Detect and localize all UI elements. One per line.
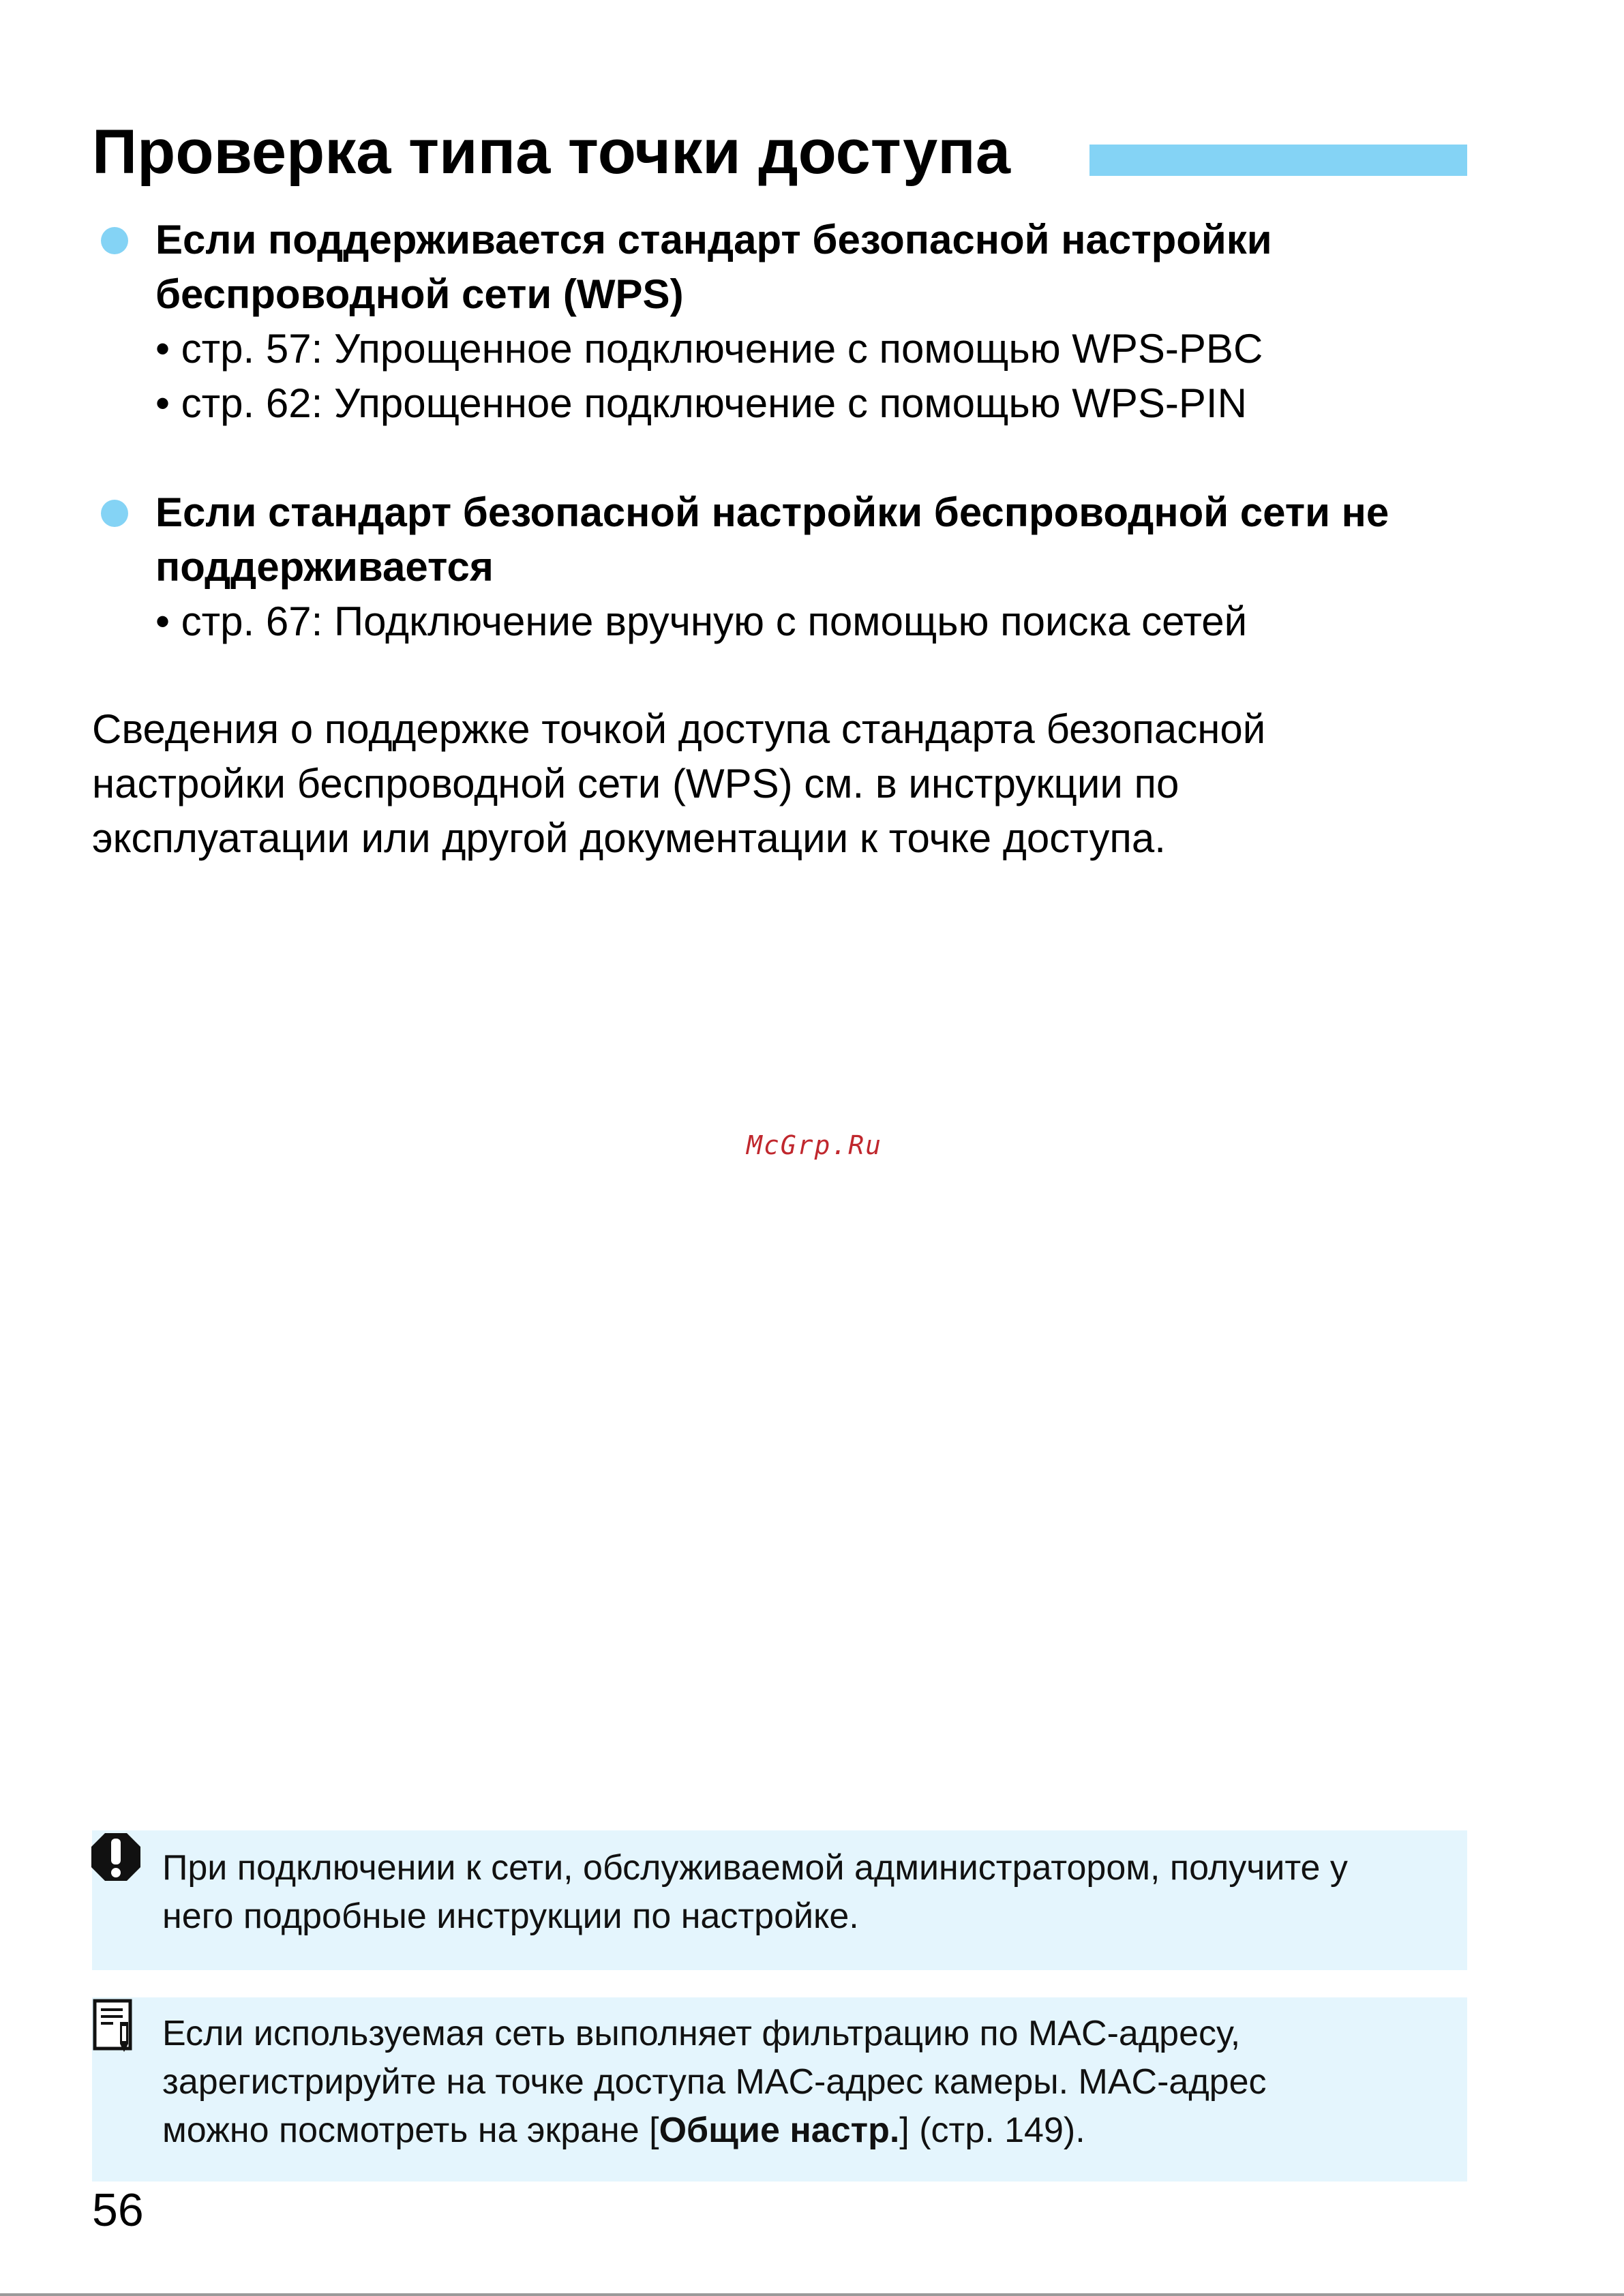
note-line: При подключении к сети, обслуживаемой администратором, получите у <box>162 1848 1348 1888</box>
note-line: него подробные инструкции по настройке. <box>162 1897 859 1936</box>
reference-item: • стр. 57: Упрощенное подключение с помощью WPS-PBC <box>155 326 1263 372</box>
section-heading-line: беспроводной сети (WPS) <box>155 271 684 317</box>
note-line-last <box>162 2106 1267 2155</box>
caution-note-text <box>162 1844 1348 1941</box>
title-accent-bar <box>1089 145 1467 176</box>
paragraph-line: эксплуатации или другой документации к точке доступа. <box>92 815 1166 861</box>
note-line: Если используемая сеть выполняет фильтрацию по MAC-адресу, <box>162 2014 1241 2053</box>
page-title: Проверка типа точки доступа <box>92 117 1011 187</box>
memo-note-text <box>162 2010 1267 2155</box>
section-heading <box>155 485 1478 594</box>
paragraph-line: Сведения о поддержке точкой доступа стандарта безопасной <box>92 706 1266 752</box>
section-heading-line: Если поддерживается стандарт безопасной настройки <box>155 217 1272 262</box>
bullet-dot-icon <box>101 227 128 254</box>
memo-icon <box>93 1999 138 2055</box>
note-text-suffix: ] (стр. 149). <box>899 2111 1085 2150</box>
bottom-divider <box>0 2293 1624 2296</box>
page-number: 56 <box>92 2184 144 2236</box>
caution-note <box>92 1830 1467 1970</box>
note-text-prefix: можно посмотреть на экране [ <box>162 2111 659 2150</box>
memo-note <box>92 1997 1467 2181</box>
caution-icon <box>90 1832 142 1882</box>
reference-item: • стр. 67: Подключение вручную с помощью поиска сетей <box>155 599 1248 644</box>
section-heading-line: поддерживается <box>155 544 494 590</box>
watermark: McGrp.Ru <box>747 1130 883 1160</box>
paragraph-line: настройки беспроводной сети (WPS) см. в инструкции по <box>92 761 1179 806</box>
reference-item: • стр. 62: Упрощенное подключение с помощью WPS-PIN <box>155 380 1247 426</box>
info-paragraph <box>92 702 1490 866</box>
menu-reference: Общие настр. <box>659 2111 900 2150</box>
section-heading <box>155 213 1478 322</box>
section-heading-line: Если стандарт безопасной настройки беспроводной сети не <box>155 489 1389 535</box>
bullet-dot-icon <box>101 500 128 527</box>
note-line: зарегистрируйте на точке доступа MAC-адрес камеры. MAC-адрес <box>162 2062 1267 2102</box>
